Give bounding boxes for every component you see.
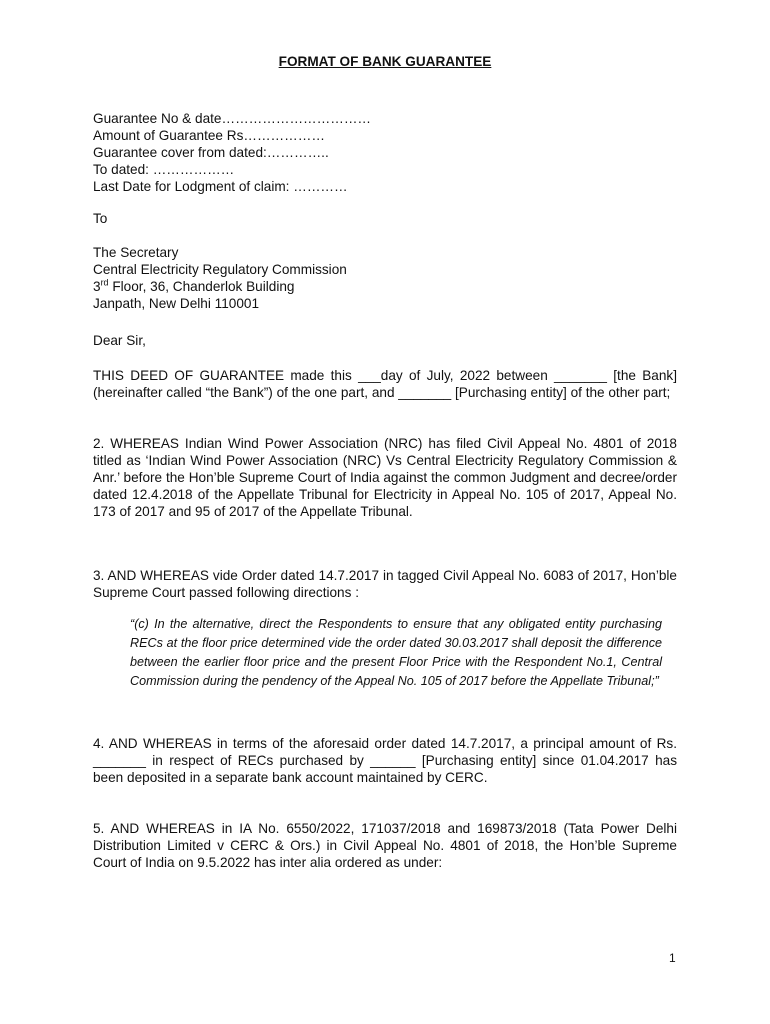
paragraph-5: 5. AND WHEREAS in IA No. 6550/2022, 171037/2018 and 169873/2018 (Tata Power Delhi Distribution Limited v CERC & Ors.) in Civil Appeal No. 4801 of 2018, the Hon’ble Supreme Court of India on 9.5.2022 has inter alia ordered as under: [93,821,677,870]
recipient-address [93,244,677,312]
paragraph-1: THIS DEED OF GUARANTEE made this ___day of July, 2022 between _______ [the Bank] (hereinafter called “the Bank”) of the one part, and _______ [Purchasing entity] of the other part; [93,368,677,400]
address-line: The Secretary [93,245,179,260]
guarantee-amount-field: Amount of Guarantee Rs……………… [93,128,325,143]
document-title: FORMAT OF BANK GUARANTEE [278,54,492,69]
to-label: To [93,211,108,226]
salutation: Dear Sir, [93,333,146,348]
guarantee-header-fields [93,110,677,195]
paragraph-4: 4. AND WHEREAS in terms of the aforesaid order dated 14.7.2017, a principal amount of Rs. _______ in respect of RECs purchased by ______ [Purchasing entity] since 01.04.2017 has been deposited in a separate bank account maintained by CERC. [93,736,677,785]
address-line: Janpath, New Delhi 110001 [93,296,260,311]
address-line: 3rd Floor, 36, Chanderlok Building [93,277,295,294]
guarantee-number-field: Guarantee No & date…………………………… [93,111,372,126]
guarantee-cover-from-field: Guarantee cover from dated:………….. [93,145,329,160]
paragraph-2: 2. WHEREAS Indian Wind Power Association (NRC) has filed Civil Appeal No. 4801 of 2018 titled as ‘Indian Wind Power Association (NRC) Vs Central Electricity Regulatory Commission & Anr.’ before the Hon’ble Supreme Court of India against the common Judgment and decree/order dated 12.4.2018 of the Appellate Tribunal for Electricity in Appeal No. 105 of 2017, Appeal No. 173 of 2017 and 95 of 2017 of the Appellate Tribunal. [93,436,677,519]
page-number: 1 [669,951,676,965]
address-line: Central Electricity Regulatory Commission [93,262,347,277]
quoted-direction: “(c) In the alternative, direct the Respondents to ensure that any obligated entity purchasing RECs at the floor price determined vide the order dated 30.03.2017 shall deposit the difference between the earlier floor price and the present Floor Price with the Respondent No.1, Central Commission during the pendency of the Appeal No. 105 of 2017 before the Appellate Tribunal;” [130,617,662,688]
paragraph-3: 3. AND WHEREAS vide Order dated 14.7.2017 in tagged Civil Appeal No. 6083 of 2017, Hon’ble Supreme Court passed following directions : [93,568,677,600]
last-date-claim-field: Last Date for Lodgment of claim: ………… [93,179,348,194]
guarantee-to-date-field: To dated: ……………… [93,162,235,177]
